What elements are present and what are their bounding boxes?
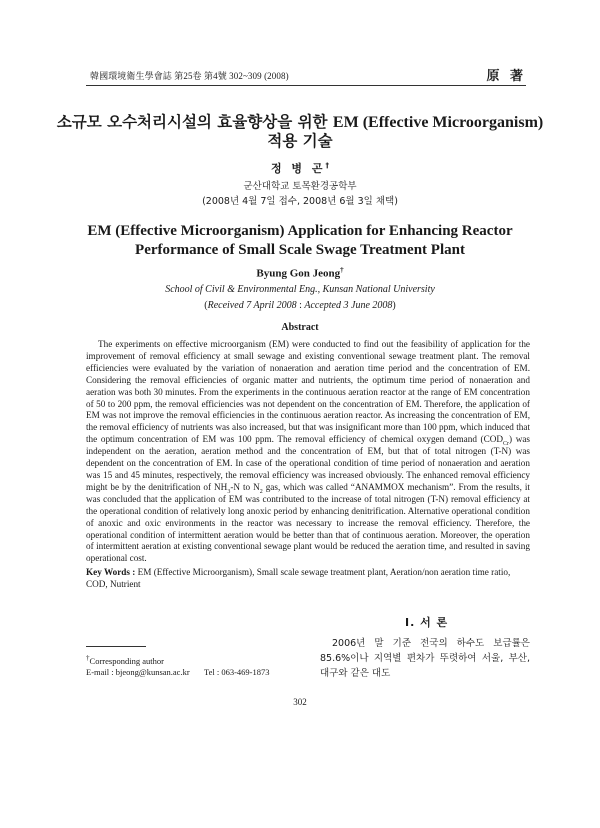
footnote bbox=[86, 653, 316, 678]
accepted-date: Accepted 3 June 2008 bbox=[304, 300, 393, 311]
intro-text bbox=[320, 636, 530, 681]
footnote-line2 bbox=[86, 667, 316, 678]
korean-author-name: 정 병 곤 bbox=[270, 162, 326, 175]
english-title bbox=[0, 222, 600, 260]
korean-title-line1 bbox=[0, 113, 600, 132]
journal-reference: 韓國環境衛生學會誌 第25卷 第4號 302~309 (2008) bbox=[90, 71, 289, 81]
received-date: Received 7 April 2008 bbox=[207, 300, 297, 311]
korean-affiliation: 군산대학교 토목환경공학부 bbox=[243, 181, 357, 192]
english-title-line2: Performance of Small Scale Swage Treatment Plant bbox=[135, 242, 465, 258]
abstract-text-3: -N to N bbox=[230, 481, 260, 492]
intro-paragraph: 2006년 말 기준 전국의 하수도 보급률은 85.6%이나 지역별 편차가 뚜렷하여 서울, 부산, 대구와 같은 대도 bbox=[320, 638, 530, 679]
abstract-text-4: gas, which was called “ANAMMOX mechanism”. From the results, it was concluded that the application of EM was contributed to the increase of total nitrogen (T-N) removal efficiency at the operational condition of relatively long anoxic period by enhancing denitrification. Alternative operational condition of anoxic and oxic environments in the reactor was necessary to increase the removal efficiency. Therefore, the operational condition of intermittent aeration would be better than that of continuous aeration. Moreover, the operation of intermittent aeration at existing conventional sewage plant would be reduced the aeration time, and resulted in saving operational cost. bbox=[86, 481, 530, 564]
footnote-email: E-mail : bjeong@kunsan.ac.kr bbox=[86, 666, 190, 677]
korean-author-mark: † bbox=[325, 161, 330, 170]
korean-dates: (2008년 4월 7일 접수, 2008년 6월 3일 채택) bbox=[202, 196, 398, 207]
abstract-sub-3: 3 bbox=[227, 488, 231, 495]
dates-close: ) bbox=[392, 300, 396, 311]
footnote-tel: Tel : 063-469-1873 bbox=[204, 666, 270, 677]
footnote-label: Corresponding author bbox=[89, 655, 164, 666]
english-dates bbox=[0, 300, 600, 311]
footnote-mark: † bbox=[86, 654, 90, 662]
korean-title bbox=[0, 113, 600, 151]
abstract-sub-cr: Cr bbox=[503, 441, 510, 448]
english-author-name: Byung Gon Jeong bbox=[256, 267, 341, 280]
keywords-label: Key Words : bbox=[86, 567, 136, 577]
keywords bbox=[86, 567, 530, 591]
journal-header bbox=[86, 69, 526, 86]
korean-author bbox=[0, 160, 600, 176]
keywords-text: EM (Effective Microorganism), Small scale sewage treatment plant, Aeration/non aeration time ratio, COD, Nutrient bbox=[86, 567, 511, 589]
english-author-mark: † bbox=[340, 266, 344, 274]
abstract-text-1: The experiments on effective microorganism (EM) were conducted to find out the feasibility of application for the improvement of removal efficiency at small sewage and existing conventional sewage treatment plant. The removal efficiencies were evaluated by the variation of nonaeration and aeration time period and the concentration of EM. Considering the removal efficiencies of organic matter and nutrients, the optimum time period of nonaeration and aeration was both 30 minutes. From the experiments in the continuous aeration reactor at the range of EM concentration of 50 to 200 ppm, the removal efficiencies was not dependent on the concentration of EM. Therefore, the application of EM was not improve the removal efficiencies in the continuous aeration reactor. As increasing the concentration of EM, the removal efficiency of nutrients was also increased, but that was insignificant more than 100 ppm, which induced that the optimum concentration of EM was 100 ppm. The removal efficiency of chemical oxygen demand (COD bbox=[86, 339, 530, 445]
abstract-body bbox=[86, 339, 530, 565]
abstract-paragraph bbox=[86, 339, 530, 565]
english-author bbox=[0, 266, 600, 280]
abstract-sub-2: 2 bbox=[259, 488, 263, 495]
korean-title-en-part: EM (Effective Microorganism) bbox=[332, 114, 544, 131]
abstract-heading: Abstract bbox=[281, 322, 319, 333]
dates-separator: : bbox=[296, 300, 305, 311]
footnote-divider bbox=[86, 646, 146, 647]
article-type-label: 原 著 bbox=[486, 69, 526, 84]
english-affiliation: School of Civil & Environmental Eng., Kunsan National University bbox=[165, 284, 435, 295]
footnote-line1 bbox=[86, 653, 316, 667]
english-title-line1: EM (Effective Microorganism) Application for Enhancing Reactor bbox=[87, 223, 513, 239]
korean-title-ko-part: 소규모 오수처리시설의 효율향상을 위한 bbox=[56, 113, 333, 131]
korean-title-line2: 적용 기술 bbox=[267, 132, 333, 150]
dates-open: ( bbox=[204, 300, 208, 311]
abstract-text-2: ) was independent on the aeration, aeration method and the concentration of EM, but that of total nitrogen (T-N) was dependent on the concentration of EM. In case of the operational condition of time period of nonaeration and aeration was 15 and 45 minutes, respectively, the removal efficiency was increased obviously. The enhanced removal efficiency might be by the denitrification of NH bbox=[86, 434, 530, 492]
section-heading: I. 서 론 bbox=[405, 616, 449, 629]
page-number: 302 bbox=[293, 697, 307, 707]
